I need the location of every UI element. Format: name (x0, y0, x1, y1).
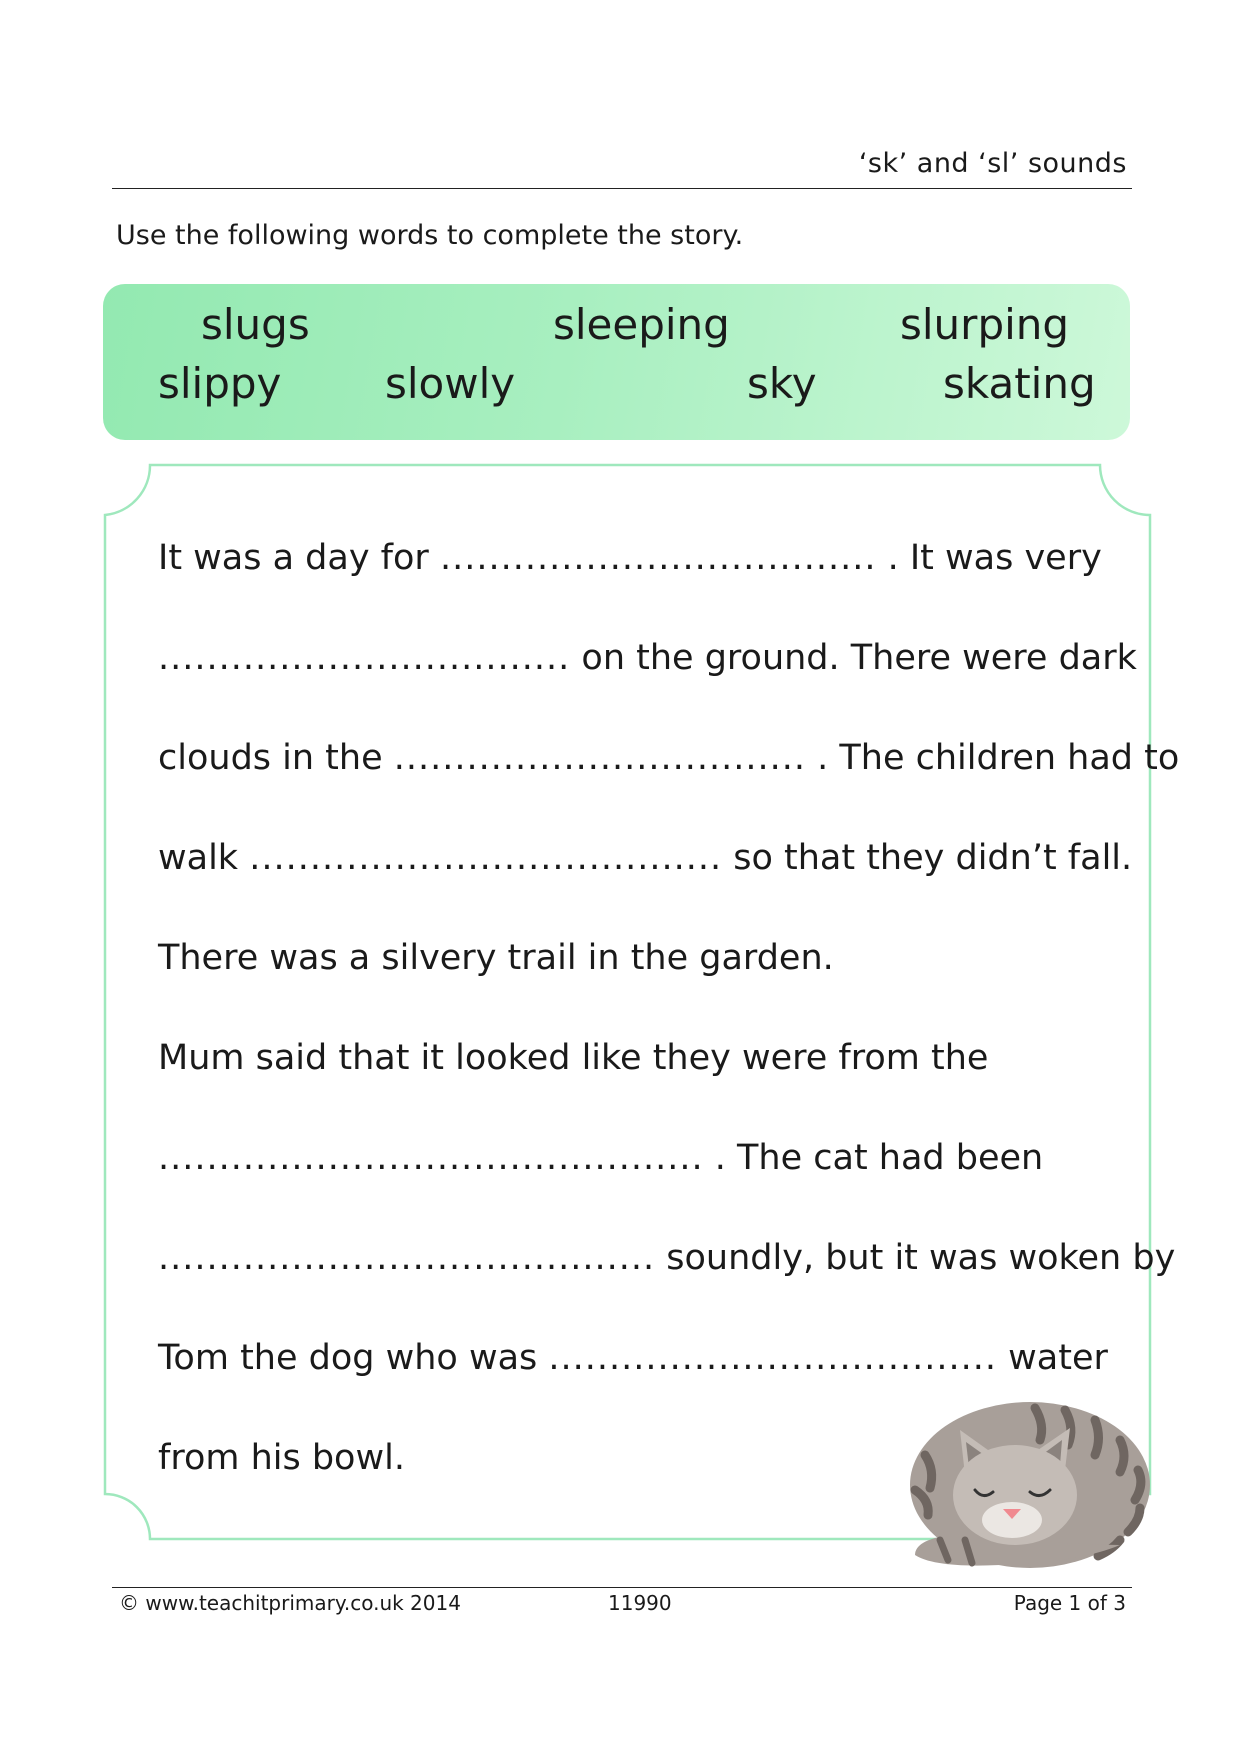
word-bank-item: slurping (900, 300, 1070, 349)
word-bank-item: slugs (201, 300, 310, 349)
footer-page-number: Page 1 of 3 (1013, 1591, 1126, 1615)
story-text-segment: on the ground. There were dark (570, 638, 1137, 678)
answer-blank[interactable]: ............................................. (158, 1138, 704, 1178)
story-text-segment: water (997, 1338, 1108, 1378)
footer-resource-code: 11990 (608, 1591, 672, 1615)
story-text-segment: soundly, but it was woken by (655, 1238, 1176, 1278)
story-text-segment: . The children had to (806, 738, 1180, 778)
story-text-segment: from his bowl. (158, 1438, 405, 1478)
answer-blank[interactable]: ....................................... (249, 838, 723, 878)
story-text-segment: . The cat had been (703, 1138, 1044, 1178)
word-bank-item: slowly (385, 359, 516, 408)
word-bank-item: skating (943, 359, 1096, 408)
worksheet-title: ‘sk’ and ‘sl’ sounds (858, 148, 1127, 179)
answer-blank[interactable]: ......................................... (158, 1238, 656, 1278)
answer-blank[interactable]: ..................................... (548, 1338, 998, 1378)
story-text-segment: Tom the dog who was (158, 1338, 549, 1378)
word-bank-item: slippy (158, 359, 282, 408)
word-bank-item: sleeping (553, 300, 730, 349)
story-text-segment: There was a silvery trail in the garden. (158, 938, 834, 978)
instruction-text: Use the following words to complete the story. (116, 220, 744, 251)
story-text-segment: It was a day for (158, 538, 440, 578)
word-bank-item: sky (747, 359, 817, 408)
answer-blank[interactable]: .................................. (158, 638, 571, 678)
answer-blank[interactable]: .................................... (439, 538, 877, 578)
footer-divider (112, 1587, 1132, 1588)
footer-copyright: © www.teachitprimary.co.uk 2014 (119, 1591, 461, 1615)
story-text-segment: clouds in the (158, 738, 394, 778)
story-text-segment: Mum said that it looked like they were from the (158, 1038, 989, 1078)
answer-blank[interactable]: .................................. (393, 738, 807, 778)
story-text-segment: . It was very (876, 538, 1102, 578)
story-text-segment: so that they didn’t fall. (722, 838, 1133, 878)
story-text-segment: walk (158, 838, 250, 878)
